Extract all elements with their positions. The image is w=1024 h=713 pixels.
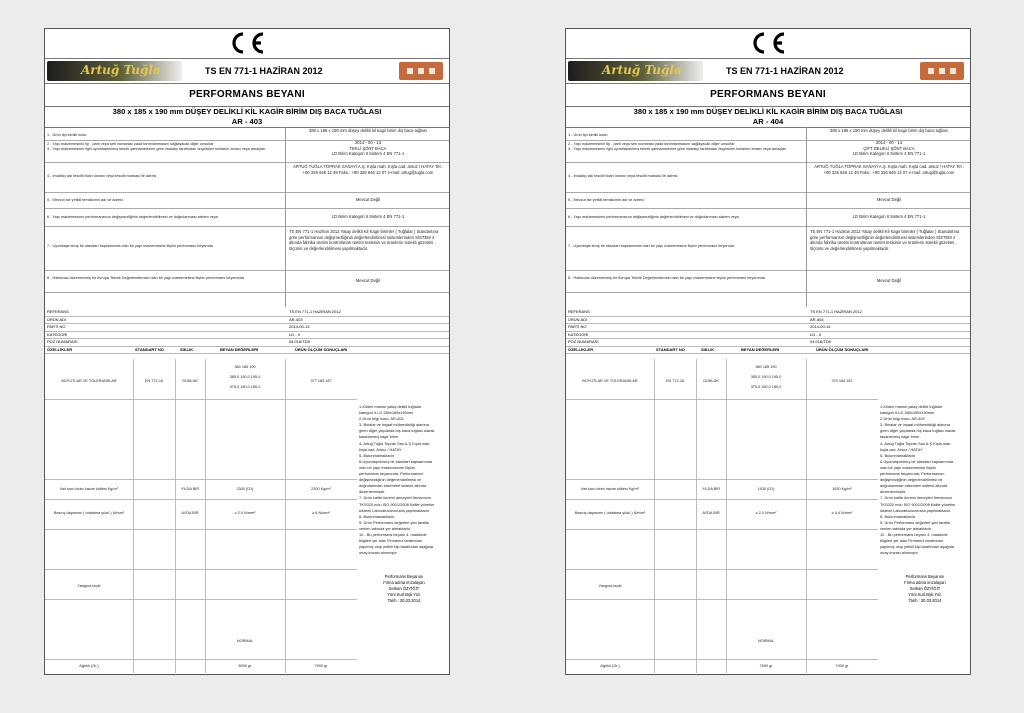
note-line: yapılmış olup yetkili kişi tarafından aşağıda [359,544,433,550]
avg-values: 379 184 187 [831,379,853,383]
decl-value: ≥ 2.0 N/mm² [755,511,777,515]
info-value: TS EN 771-1 HAZİRAN 2012 [810,309,862,314]
note-line: kategori II-LD 380x185x190mm [880,410,935,416]
result-value: 1930 Kg/m³ [832,487,852,491]
avg-values: 377 183 187 [310,379,332,383]
note-line: 1-Kliden mamul yatay delikli tuğlalar [880,404,943,409]
row-value: Mevcut Değil [876,278,902,283]
subtitle-line1: 380 x 185 x 190 mm DÜŞEY DELİKLİ KİL KAGİR BİRİM DIŞ BACA TUĞLASI [112,107,382,116]
note-line: performans beyanında; Performansın [880,471,945,477]
result-value: ≥ 6 N/mm² [312,511,330,515]
note-line: 1-Kliden mamul yatay delikli tuğlalar [359,404,422,409]
freq-value: YILDA BİR [180,487,200,491]
grid-divider [806,127,807,307]
brick-image [399,62,443,80]
row-label-part: 3 - Yapı malzemesinin ilgili uyumlaştırılmış teknik şartnamelerine göre imalatçı tarafından öngörülen kullanım amacı veya amaçları [568,147,787,151]
note-line: 3- Binalar ve inşaat mühendisliği alanına [880,422,950,428]
info-value: 04.016/TD9 [289,339,310,344]
row-value: 380 x 185 x 190 mm düşey delikli kil kagir birim dış baca tuğlası [308,128,427,133]
table-line [45,659,357,660]
freq-value: GÜNLÜK [703,379,719,383]
declaration-page-left [44,28,450,675]
info-row [45,324,449,332]
prop-label: BOYUTLAR VE TOLERANSLAR [582,379,638,383]
sig-line: Serkan ÖZYİĞİT [909,586,941,591]
freq-value: GÜNLÜK [182,379,198,383]
info-value: AR-403 [289,316,303,322]
row-label: 5 - Mevcut ise yetkili temsilcinin adı ve adresi [47,198,123,202]
row-label: 6 - Yapı malzemesinin performansının değişmezliğinin değerlendirilmesi ve doğrulanması sistem veya [568,215,739,219]
decl-value: NORMAL [236,639,254,643]
decl-value: NORMAL [757,639,775,643]
table-line [45,399,357,400]
min-values: 375,0 180,0 185,0 [750,385,782,389]
row-label: 7 - Uyumlaştırılmış bir standart kapsamında olan bir yapı malzemesine ilişkin performans beyanıda [47,244,213,248]
row-value [289,140,447,157]
grid-row [566,208,970,227]
min-values: 375,0 180,0 185,0 [229,385,261,389]
grid-row [45,226,449,271]
size-values: 380 185 190 [234,365,256,369]
note-line: 8- Bulunmamaktadır. [880,513,916,519]
row-value: TS EN 771-1 Hazİran 2012 Yatay delikli Kil Kagir birimler ( Tuğlalar ) Standartına göre performansın değişmezliğinin değerlendirilmesi sistemlerinden SİSTEM 4 altında fabrika üretim kontrolünün üretim tesisinin ve ürünlerin sürekli gözetimi , ölçümü ve değerlendirilmesi yapılmaktadır. [810,229,960,251]
std-value: EN 772-16 [665,379,685,383]
note-line: bilgileri yer alan Firmamız tarafından [359,538,422,544]
note-line: 4- Artuğ Tuğla Toprak San A.Ş Kışla mah. [359,440,431,446]
info-row [45,332,449,340]
size-values: 380 185 190 [755,365,777,369]
note-line: olan bir yapı malzemesine ilişkin [880,464,936,470]
result-value: 7900 gr [314,664,328,668]
page-title: PERFORMANS BEYANI [189,89,305,100]
table-line [45,479,357,480]
decl-value: 2300 (D1) [236,487,254,491]
sig-line: Serkan ÖZYİĞİT [388,586,420,591]
note-line: performans beyanında; Performansın [359,471,424,477]
performance-table [45,359,357,673]
info-label: KATEGORİ [47,331,68,337]
info-value: LD - II [289,331,300,337]
row-value: LD Birim Kategori II Sistem 4 EN 771-1 [852,214,926,219]
note-line: bilgileri yer alan Firmamız tarafından [880,538,943,544]
system-line: LD Birim Kategori II Sistem 4 EN 771-1 [852,151,926,156]
grid-row [45,208,449,227]
info-row [566,324,970,332]
info-label: PARTİ NO [568,324,587,329]
row-label: 5 - Mevcut ise yetkili temsilcinin adı ve adresi [568,198,644,202]
note-line: 6-Uyumlaştırılmış bir standart kapsamında [359,458,433,464]
col-header: BEYAN DEĞERLERİ [741,346,780,352]
prop-label: Ağırlık (Gr.) [600,664,620,668]
note-line: giren diğer yapılarda dış baca tuğlası olarak [359,428,435,434]
info-row [566,347,970,355]
note-line: verilen tabloda yer almaktadır. [880,525,932,531]
ce-mark [45,31,449,55]
sig-line: Tarih : 30.03.2014 [908,598,942,603]
col-header: ÜRÜN ÖLÇÜM SONUÇLARI [295,346,348,352]
declaration-grid [45,127,449,308]
table-line [175,359,176,673]
info-label: POZ NUMARASI [568,339,599,344]
note-line: TKS020 nolu ISO 9001/2008 Kalite yönetim [359,501,435,507]
signature-block [880,574,970,604]
decl-value: 1930 (D1) [757,487,775,491]
row-value [810,140,968,157]
note-line: 7- Ürün kalite kontrol deneyleri firmamızın [880,495,953,501]
info-row [566,309,970,317]
note-line: kışla cad. Arsuz / HATAY [880,446,923,452]
row-label: 7 - Uyumlaştırılmış bir standart kapsamında olan bir yapı malzemesine ilişkin performans beyanıda [568,244,734,248]
info-row [45,309,449,317]
col-header: SIKLIK [180,346,194,352]
result-value: ≥ 4,4 N/mm² [831,511,853,515]
decl-value: 8000 gr [238,664,252,668]
prop-label: Net kuru birim hacim kütlesi Kg/m³ [581,487,639,491]
performance-table [566,359,878,673]
row-value: ARTUĞ TUĞLA TOPRAK SANAYİ A.Ş. Kışla mah. Kışla cad. arsuz / HATAY Tel.: +90 326 646 12 49 Faks.: +90 326 646 12 07 e-mail: artug@tugla.com [814,164,964,175]
info-row [45,339,449,347]
note-line: düzenlenmiştir. [359,489,385,495]
subtitle-line2: AR - 404 [752,117,784,126]
standard-title: TS EN 771-1 HAZİRAN 2012 [726,66,844,76]
col-header: ÜRÜN ÖLÇÜM SONUÇLARI [816,346,869,352]
row-label [47,142,283,152]
table-line [654,359,655,673]
note-line: 10 - Bu performans beyanı 4. maddede [359,531,427,537]
grid-row [45,192,449,209]
sig-line: Performans Beyanını [384,574,424,579]
row-label: 1 - Ürün tipi kimlik kodu [568,133,608,137]
note-line: değişmezliğinin değerlendirilmesi ve [880,477,943,483]
std-value: EN 772-16 [144,379,164,383]
product-info [45,309,449,357]
prop-label: Yangına tepki [77,584,101,588]
note-line: 5- Bulunmamaktadır [359,452,395,458]
sig-line: Yönt.Kurl.Bşk.Yrd. [387,592,421,597]
row-value: TS EN 771-1 Hazİran 2012 Yatay delikli Kil Kagir birimler ( Tuğlalar ) Standartına göre performansın değişmezliğinin değerlendirilmesi sistemlerinden SİSTEM 4 altında fabrika üretim kontrolünün üretim tesisinin ve ürünlerin sürekli gözetimi , ölçümü ve değerlendirilmesi yapılmaktadır. [289,229,439,251]
note-line: onay imzası alınmıştır. [359,550,398,556]
col-header: ÖZELLİKLER [47,346,73,352]
note-line: 6-Uyumlaştırılmış bir standart kapsamında [880,458,954,464]
col-header: BEYAN DEĞERLERİ [220,346,259,352]
info-label: ÜRÜN ADI [47,316,67,322]
note-line: tasarlanmış kagir birim [880,434,920,440]
note-line: doğrulanması sistemleri sistemi altında [880,483,948,489]
decl-value: 7500 gr [759,664,773,668]
row-value: Mevcut Değil [355,278,381,283]
info-row [566,332,970,340]
table-line [566,599,878,600]
grid-row [566,226,970,271]
info-label: KATEGORİ [568,331,589,337]
row-label: 4 - İmalatçı adı tescilli ticari ünvanı veya tescilli markası ile adresi [568,174,678,178]
row-label: 8 - Hakkında düzenlenmiş bir Avrupa Teknik Değerlendirmesi olan bir yapı malzemesine ilişkin performans beyanında [568,276,765,280]
decl-value: ≥ 2.0 N/mm² [234,511,256,515]
note-line: yapılmış olup yetkili kişi tarafından aşağıda [880,544,954,550]
info-row [45,347,449,355]
note-line: kışla cad. Arsuz / HATAY [359,446,402,452]
grid-row [566,270,970,293]
note-line: 10 - Bu performans beyanı 4. maddede [880,531,948,537]
artug-logo: Artuğ Tuğla [47,61,182,81]
sig-line: Performans Beyanını [905,574,945,579]
info-value: AR-404 [810,316,824,322]
note-line: giren diğer yapılarda dış baca tuğlası olarak [880,428,956,434]
sig-line: Tarih : 30.03.2014 [387,598,421,603]
sig-line: Firma adına imzalayan [383,580,425,585]
note-line: değişmezliğinin değerlendirilmesi ve [359,477,422,483]
info-row [45,317,449,325]
table-line [566,479,878,480]
info-value: 2014-00-13 [289,324,310,329]
table-line [566,499,878,500]
info-label: PARTİ NO [47,324,66,329]
note-line: düzenlenmiştir. [880,489,906,495]
table-line [806,359,807,673]
page-subtitle [45,106,449,127]
prop-label: Basınç dayanımı ( ortalama yüzü ) N/mm² [53,511,125,515]
product-info [566,309,970,357]
note-line: 5- Bulunmamaktadır [880,452,916,458]
row-value: Mevcut Değil [876,197,902,202]
note-line: kategori II-LD 380x185x190mm [359,410,414,416]
subtitle-line1: 380 x 185 x 190 mm DÜŞEY DELİKLİ KİL KAGİR BİRİM DIŞ BACA TUĞLASI [633,107,903,116]
grid-row [566,192,970,209]
info-value: 2014-00-14 [810,324,831,329]
result-value: 7400 gr [835,664,849,668]
header-band [45,58,449,84]
note-line: 2-Ürün bilgi nosu: AR-403 [359,416,404,422]
grid-row [566,162,970,193]
code-line: 2014 - 00 - 14 [875,140,903,145]
prop-label: Ağırlık (Gr.) [79,664,99,668]
note-line: sistemi Laboratuvarımızda yapılmaktadır. [359,507,430,513]
table-line [45,529,357,530]
info-row [566,317,970,325]
note-line: 9- Ürün Performans değerleri yan tarafta [880,519,950,525]
declaration-page-right [565,28,971,675]
note-line: doğrulanması sistemleri sistemi altında [359,483,427,489]
code-line: ÇİFT DELİKLİ ŞÖNT BACA [863,145,915,151]
table-line [45,569,357,570]
table-line [45,599,357,600]
freq-value: YILDA BİR [701,487,721,491]
col-header: STANDART NO [656,346,685,352]
sig-line: Yönt.Kurl.Bşk.Yrd. [908,592,942,597]
table-line [133,359,134,673]
result-value: 2300 Kg/m³ [311,487,331,491]
subtitle-line2: AR - 403 [231,117,263,126]
table-line [696,359,697,673]
code-line: TEKLİ ŞÖNT BACA [349,145,387,151]
standard-title: TS EN 771-1 HAZİRAN 2012 [205,66,323,76]
table-line [726,359,727,673]
col-header: STANDART NO [135,346,164,352]
note-line: 9- Ürün Performans değerleri yan tarafta [359,519,429,525]
info-label: REFERANS [47,309,69,314]
page-title: PERFORMANS BEYANI [710,89,826,100]
grid-row [45,140,449,163]
row-label-part: 2 - Yapı malzemesinin tip , parti veya seri numarası yada tanımlanmasını sağlayacak diğer unsurlar [47,142,214,146]
table-line [566,399,878,400]
row-label: 4 - İmalatçı adı tescilli ticari ünvanı veya tescilli markası ile adresi [47,174,157,178]
info-label: REFERANS [568,309,590,314]
ce-mark [566,31,970,55]
max-values: 385,0 190,0 195,0 [229,375,261,379]
grid-row [45,270,449,293]
system-line: LD Birim Kategori II Sistem 4 EN 771-1 [331,151,405,156]
notes-column [359,404,449,556]
note-line: 4- Artuğ Tuğla Toprak San A.Ş Kışla mah. [880,440,952,446]
row-label-part: 3 - Yapı malzemesinin ilgili uyumlaştırılmış teknik şartnamelerine göre imalatçı tarafından öngörülen kullanım amacı veya amaçları [47,147,266,151]
note-line: verilen tabloda yer almaktadır. [359,525,411,531]
info-label: POZ NUMARASI [47,339,78,344]
prop-label: Basınç dayanımı ( ortalama yüzü ) N/mm² [574,511,646,515]
declaration-grid [566,127,970,308]
notes-column [880,404,970,556]
row-label-part: 2 - Yapı malzemesinin tip , parti veya seri numarası yada tanımlanmasını sağlayacak diğer unsurlar [568,142,735,146]
info-label: ÜRÜN ADI [568,316,588,322]
row-value: ARTUĞ TUĞLA TOPRAK SANAYİ A.Ş. Kışla mah. Kışla cad. arsuz / HATAY Tel.: +90 326 646 12 49 Faks.: +90 326 646 12 07 e-mail: artug@tugla.com [293,164,443,175]
row-label [568,142,804,152]
freq-value: AYDA BİR [702,511,720,515]
header-band [566,58,970,84]
note-line: onay imzası alınmıştır. [880,550,919,556]
prop-label: Net kuru birim hacim kütlesi Kg/m³ [60,487,118,491]
note-line: 2-Ürün bilgi nosu: AR-403 [880,416,925,422]
table-line [205,359,206,673]
table-line [566,529,878,530]
table-line [566,659,878,660]
grid-divider [285,127,286,307]
row-value: 380 x 185 x 190 mm düşey delikli kil kagir birim dış baca tuğlası [829,128,948,133]
col-header: ÖZELLİKLER [568,346,594,352]
note-line: 7- Ürün kalite kontrol deneyleri firmamızın [359,495,432,501]
row-label: 6 - Yapı malzemesinin performansının değişmezliğinin değerlendirilmesi ve doğrulanması sistem veya [47,215,218,219]
info-row [566,339,970,347]
note-line: 3- Binalar ve inşaat mühendisliği alanına [359,422,429,428]
grid-row [45,162,449,193]
freq-value: AYDA BİR [181,511,199,515]
row-label: 1 - Ürün tipi kimlik kodu [47,133,87,137]
grid-row [566,140,970,163]
col-header: SIKLIK [701,346,715,352]
table-line [45,499,357,500]
note-line: tasarlanmış kagir birim [359,434,399,440]
prop-label: BOYUTLAR VE TOLERANSLAR [61,379,117,383]
note-line: olan bir yapı malzemesine ilişkin [359,464,415,470]
info-value: TS EN 771-1 HAZİRAN 2012 [289,309,341,314]
artug-logo: Artuğ Tuğla [568,61,703,81]
row-value: Mevcut Değil [355,197,381,202]
row-label: 8 - Hakkında düzenlenmiş bir Avrupa Teknik Değerlendirmesi olan bir yapı malzemesine ilişkin performans beyanında [47,276,244,280]
table-line [566,569,878,570]
table-line [285,359,286,673]
note-line: 8- Bulunmamaktadır. [359,513,395,519]
max-values: 385,0 190,0 195,0 [750,375,782,379]
prop-label: Yangına tepki [598,584,622,588]
info-value: LD - II [810,331,821,337]
page-subtitle [566,106,970,127]
note-line: sistemi Laboratuvarımızda yapılmaktadır. [880,507,951,513]
row-value: LD Birim Kategori II Sistem 4 EN 771-1 [331,214,405,219]
sig-line: Firma adına imzalayan [904,580,946,585]
info-value: 04.016/TD9 [810,339,831,344]
signature-block [359,574,449,604]
note-line: TKS020 nolu ISO 9001/2008 Kalite yönetim [880,501,956,507]
brick-image [920,62,964,80]
code-line: 2014 - 00 - 13 [354,140,382,145]
